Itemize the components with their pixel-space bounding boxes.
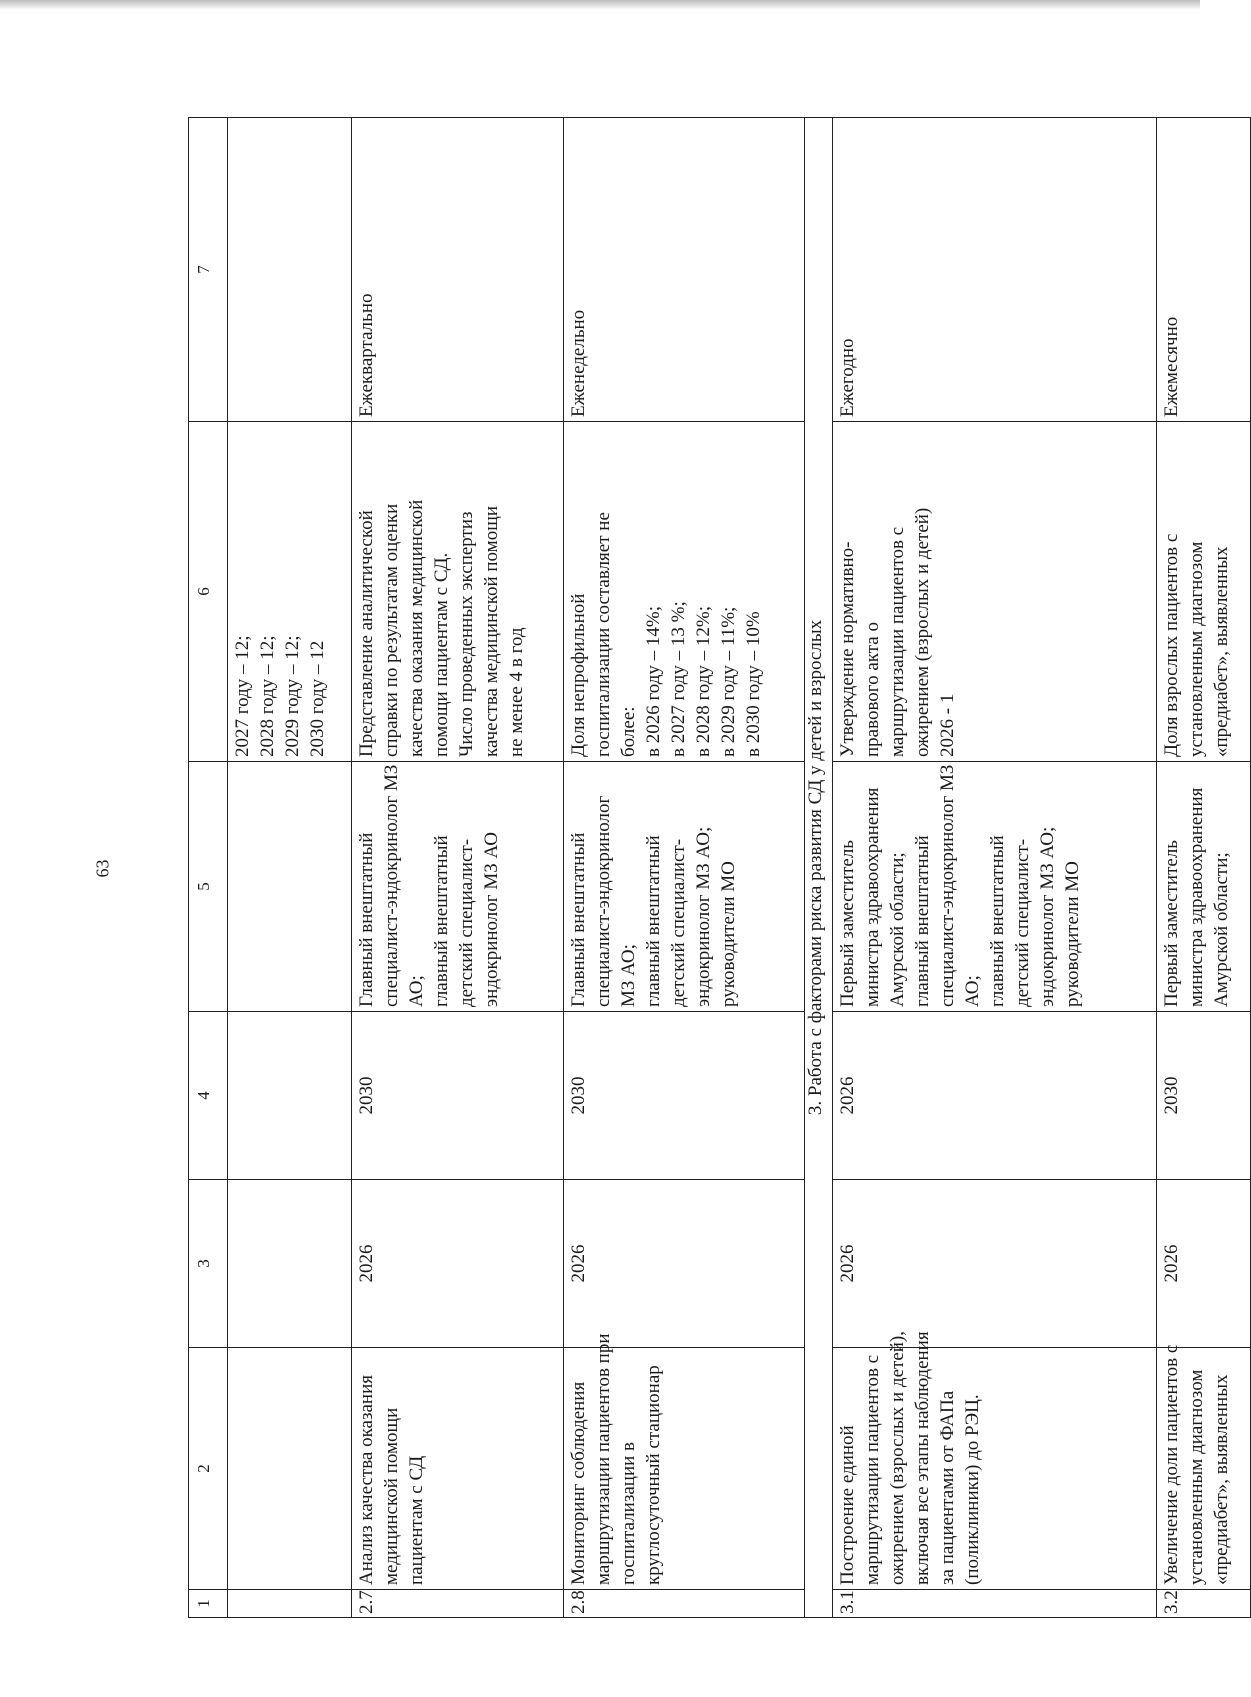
- start-year-cell: 2026: [1156, 1180, 1250, 1348]
- table-row: [351, 118, 563, 1618]
- header-row: [189, 118, 228, 1618]
- result-cell-line: 2028 году – 12;: [256, 635, 278, 757]
- event-cell-line: маршрутизации пациентов с: [861, 1354, 883, 1585]
- result-cell-line: «предиабет», выявленных: [1210, 546, 1232, 757]
- table-row: [227, 118, 351, 1618]
- responsible-cell-line: АО;: [405, 975, 427, 1007]
- responsible-cell-line: министра здравоохранения: [861, 787, 883, 1007]
- end-year-cell: 2030: [351, 1012, 563, 1180]
- result-cell-line: в 2026 году – 14%;: [642, 605, 664, 757]
- column-header: 7: [189, 118, 228, 422]
- responsible-cell-line: эндокринолог МЗ АО;: [1036, 826, 1058, 1007]
- row-number: 3.1: [832, 1590, 1156, 1618]
- responsible-cell-line: Амурской области;: [1210, 852, 1232, 1007]
- result-cell-line: 2027 году – 12;: [231, 635, 253, 757]
- scan-top-edge: [0, 0, 1200, 10]
- event-cell-line: госпитализации в: [617, 1441, 639, 1585]
- event-cell-line: за пациентами от ФАПа: [936, 1390, 958, 1585]
- frequency-cell: [227, 118, 351, 422]
- result-cell-line: правового акта о: [861, 622, 883, 757]
- responsible-cell-line: эндокринолог МЗ АО;: [692, 826, 714, 1007]
- event-cell-line: Мониторинг соблюдения: [567, 1381, 589, 1585]
- responsible-cell-line: МЗ АО;: [617, 944, 639, 1007]
- event-cell-line: (поликлиники) до РЭЦ.: [961, 1394, 983, 1585]
- end-year-cell: 2030: [563, 1012, 805, 1180]
- start-year-cell: [227, 1180, 351, 1348]
- column-header: 2: [189, 1348, 228, 1590]
- column-header: 4: [189, 1012, 228, 1180]
- start-year-cell: 2026: [832, 1180, 1156, 1348]
- result-cell-line: качества медицинской помощи: [480, 505, 502, 757]
- responsible-cell-line: Амурской области;: [886, 852, 908, 1007]
- event-cell-line: Увеличение доли пациентов с: [1160, 1344, 1182, 1585]
- frequency-cell: Ежегодно: [832, 118, 1156, 422]
- start-year-cell: 2026: [563, 1180, 805, 1348]
- result-cell-line: 2026 - 1: [936, 693, 958, 757]
- result-cell-line: в 2027 году – 13 %;: [667, 601, 689, 757]
- result-cell-line: Число проведенных экспертиз: [455, 511, 477, 757]
- responsible-cell-line: эндокринолог МЗ АО: [480, 832, 502, 1007]
- row-number: 2.7: [351, 1590, 563, 1618]
- event-cell: [227, 1348, 351, 1590]
- responsible-cell-line: главный внештатный: [642, 835, 664, 1007]
- result-cell: [351, 422, 563, 762]
- result-cell-line: 2030 году – 12: [306, 640, 328, 757]
- event-cell-line: Анализ качества оказания: [355, 1374, 377, 1585]
- result-cell-line: качества оказания медицинской: [405, 499, 427, 757]
- event-cell-line: пациентам с СД: [405, 1455, 427, 1585]
- result-cell-line: в 2030 году – 10%: [742, 611, 764, 757]
- event-cell-line: включая все этапы наблюдения: [911, 1331, 933, 1585]
- result-cell-line: помощи пациентам с СД.: [430, 552, 452, 757]
- result-cell: [832, 422, 1156, 762]
- plan-table: [188, 117, 1251, 1618]
- column-header: 3: [189, 1180, 228, 1348]
- result-cell-line: установленным диагнозом: [1185, 541, 1207, 757]
- result-cell-line: ожирением (взрослых и детей): [911, 507, 933, 757]
- rotated-table-container: [188, 118, 1251, 1618]
- result-cell-line: маршрутизации пациентов с: [886, 526, 908, 757]
- event-cell: [1156, 1344, 1250, 1590]
- frequency-cell: Ежеквартально: [351, 118, 563, 422]
- event-cell-line: ожирением (взрослых и детей),: [886, 1330, 908, 1585]
- table-row: [563, 118, 805, 1618]
- responsible-cell-line: детский специалист-: [455, 838, 477, 1007]
- result-cell-line: Представление аналитической: [355, 510, 377, 757]
- responsible-cell-line: руководители МО: [717, 861, 739, 1007]
- responsible-cell-line: Главный внештатный: [355, 832, 377, 1007]
- event-cell-line: маршрутизации пациентов при: [592, 1333, 614, 1585]
- responsible-cell: [1156, 762, 1250, 1012]
- responsible-cell-line: Первый заместитель: [1160, 840, 1182, 1007]
- responsible-cell-line: главный внештатный: [911, 835, 933, 1007]
- result-cell-line: не менее 4 в год: [505, 627, 527, 757]
- table-row: [1156, 118, 1250, 1618]
- row-number: 3.2: [1156, 1590, 1250, 1618]
- result-cell-line: госпитализации составляет не: [592, 512, 614, 757]
- section-title: 3. Работа с факторами риска развития СД у детей и взрослых: [805, 118, 832, 1618]
- responsible-cell-line: детский специалист-: [1011, 838, 1033, 1007]
- responsible-cell: [832, 762, 1156, 1012]
- responsible-cell-line: специалист-эндокринолог: [592, 795, 614, 1007]
- event-cell: [832, 1330, 1156, 1590]
- end-year-cell: 2026: [832, 1012, 1156, 1180]
- responsible-cell-line: АО;: [961, 975, 983, 1007]
- event-cell-line: установленным диагнозом: [1185, 1369, 1207, 1585]
- event-cell-line: круглосуточный стационар: [642, 1365, 664, 1585]
- end-year-cell: 2030: [1156, 1012, 1250, 1180]
- end-year-cell: [227, 1012, 351, 1180]
- result-cell-line: в 2029 году – 11%;: [717, 606, 739, 757]
- table-row: [832, 118, 1156, 1618]
- responsible-cell-line: главный внештатный: [430, 835, 452, 1007]
- result-cell-line: справки по результатам оценки: [380, 503, 402, 757]
- event-cell-line: «предиабет», выявленных: [1210, 1374, 1232, 1585]
- responsible-cell-line: детский специалист-: [667, 838, 689, 1007]
- responsible-cell: [351, 762, 563, 1012]
- result-cell-line: более:: [617, 706, 639, 757]
- start-year-cell: 2026: [351, 1180, 563, 1348]
- result-cell: [563, 422, 805, 762]
- responsible-cell-line: Первый заместитель: [836, 840, 858, 1007]
- column-header: 5: [189, 762, 228, 1012]
- result-cell-line: в 2028 году – 12%;: [692, 605, 714, 757]
- frequency-cell: Ежемесячно: [1156, 118, 1250, 422]
- result-cell-line: Утверждение нормативно-: [836, 541, 858, 757]
- event-cell: [351, 1348, 563, 1590]
- result-cell: [227, 422, 351, 762]
- event-cell-line: медицинской помощи: [380, 1407, 402, 1585]
- event-cell: [563, 1333, 805, 1590]
- column-header: 1: [189, 1590, 228, 1618]
- responsible-cell-line: специалист-эндокринолог МЗ: [380, 764, 402, 1007]
- result-cell-line: Доля непрофильной: [567, 593, 589, 757]
- result-cell: [1156, 422, 1250, 762]
- responsible-cell: [563, 762, 805, 1012]
- responsible-cell-line: министра здравоохранения: [1185, 787, 1207, 1007]
- section-row: [805, 118, 832, 1618]
- event-cell-line: Построение единой: [836, 1425, 858, 1585]
- result-cell-line: Доля взрослых пациентов с: [1160, 533, 1182, 757]
- responsible-cell: [227, 762, 351, 1012]
- responsible-cell-line: специалист-эндокринолог МЗ: [936, 764, 958, 1007]
- row-number: 2.8: [563, 1590, 805, 1618]
- responsible-cell-line: Главный внештатный: [567, 832, 589, 1007]
- responsible-cell-line: руководители МО: [1061, 861, 1083, 1007]
- row-number: [227, 1590, 351, 1618]
- result-cell-line: 2029 году – 12;: [281, 635, 303, 757]
- responsible-cell-line: главный внештатный: [986, 835, 1008, 1007]
- page-number: 63: [92, 859, 113, 878]
- column-header: 6: [189, 422, 228, 762]
- frequency-cell: Еженедельно: [563, 118, 805, 422]
